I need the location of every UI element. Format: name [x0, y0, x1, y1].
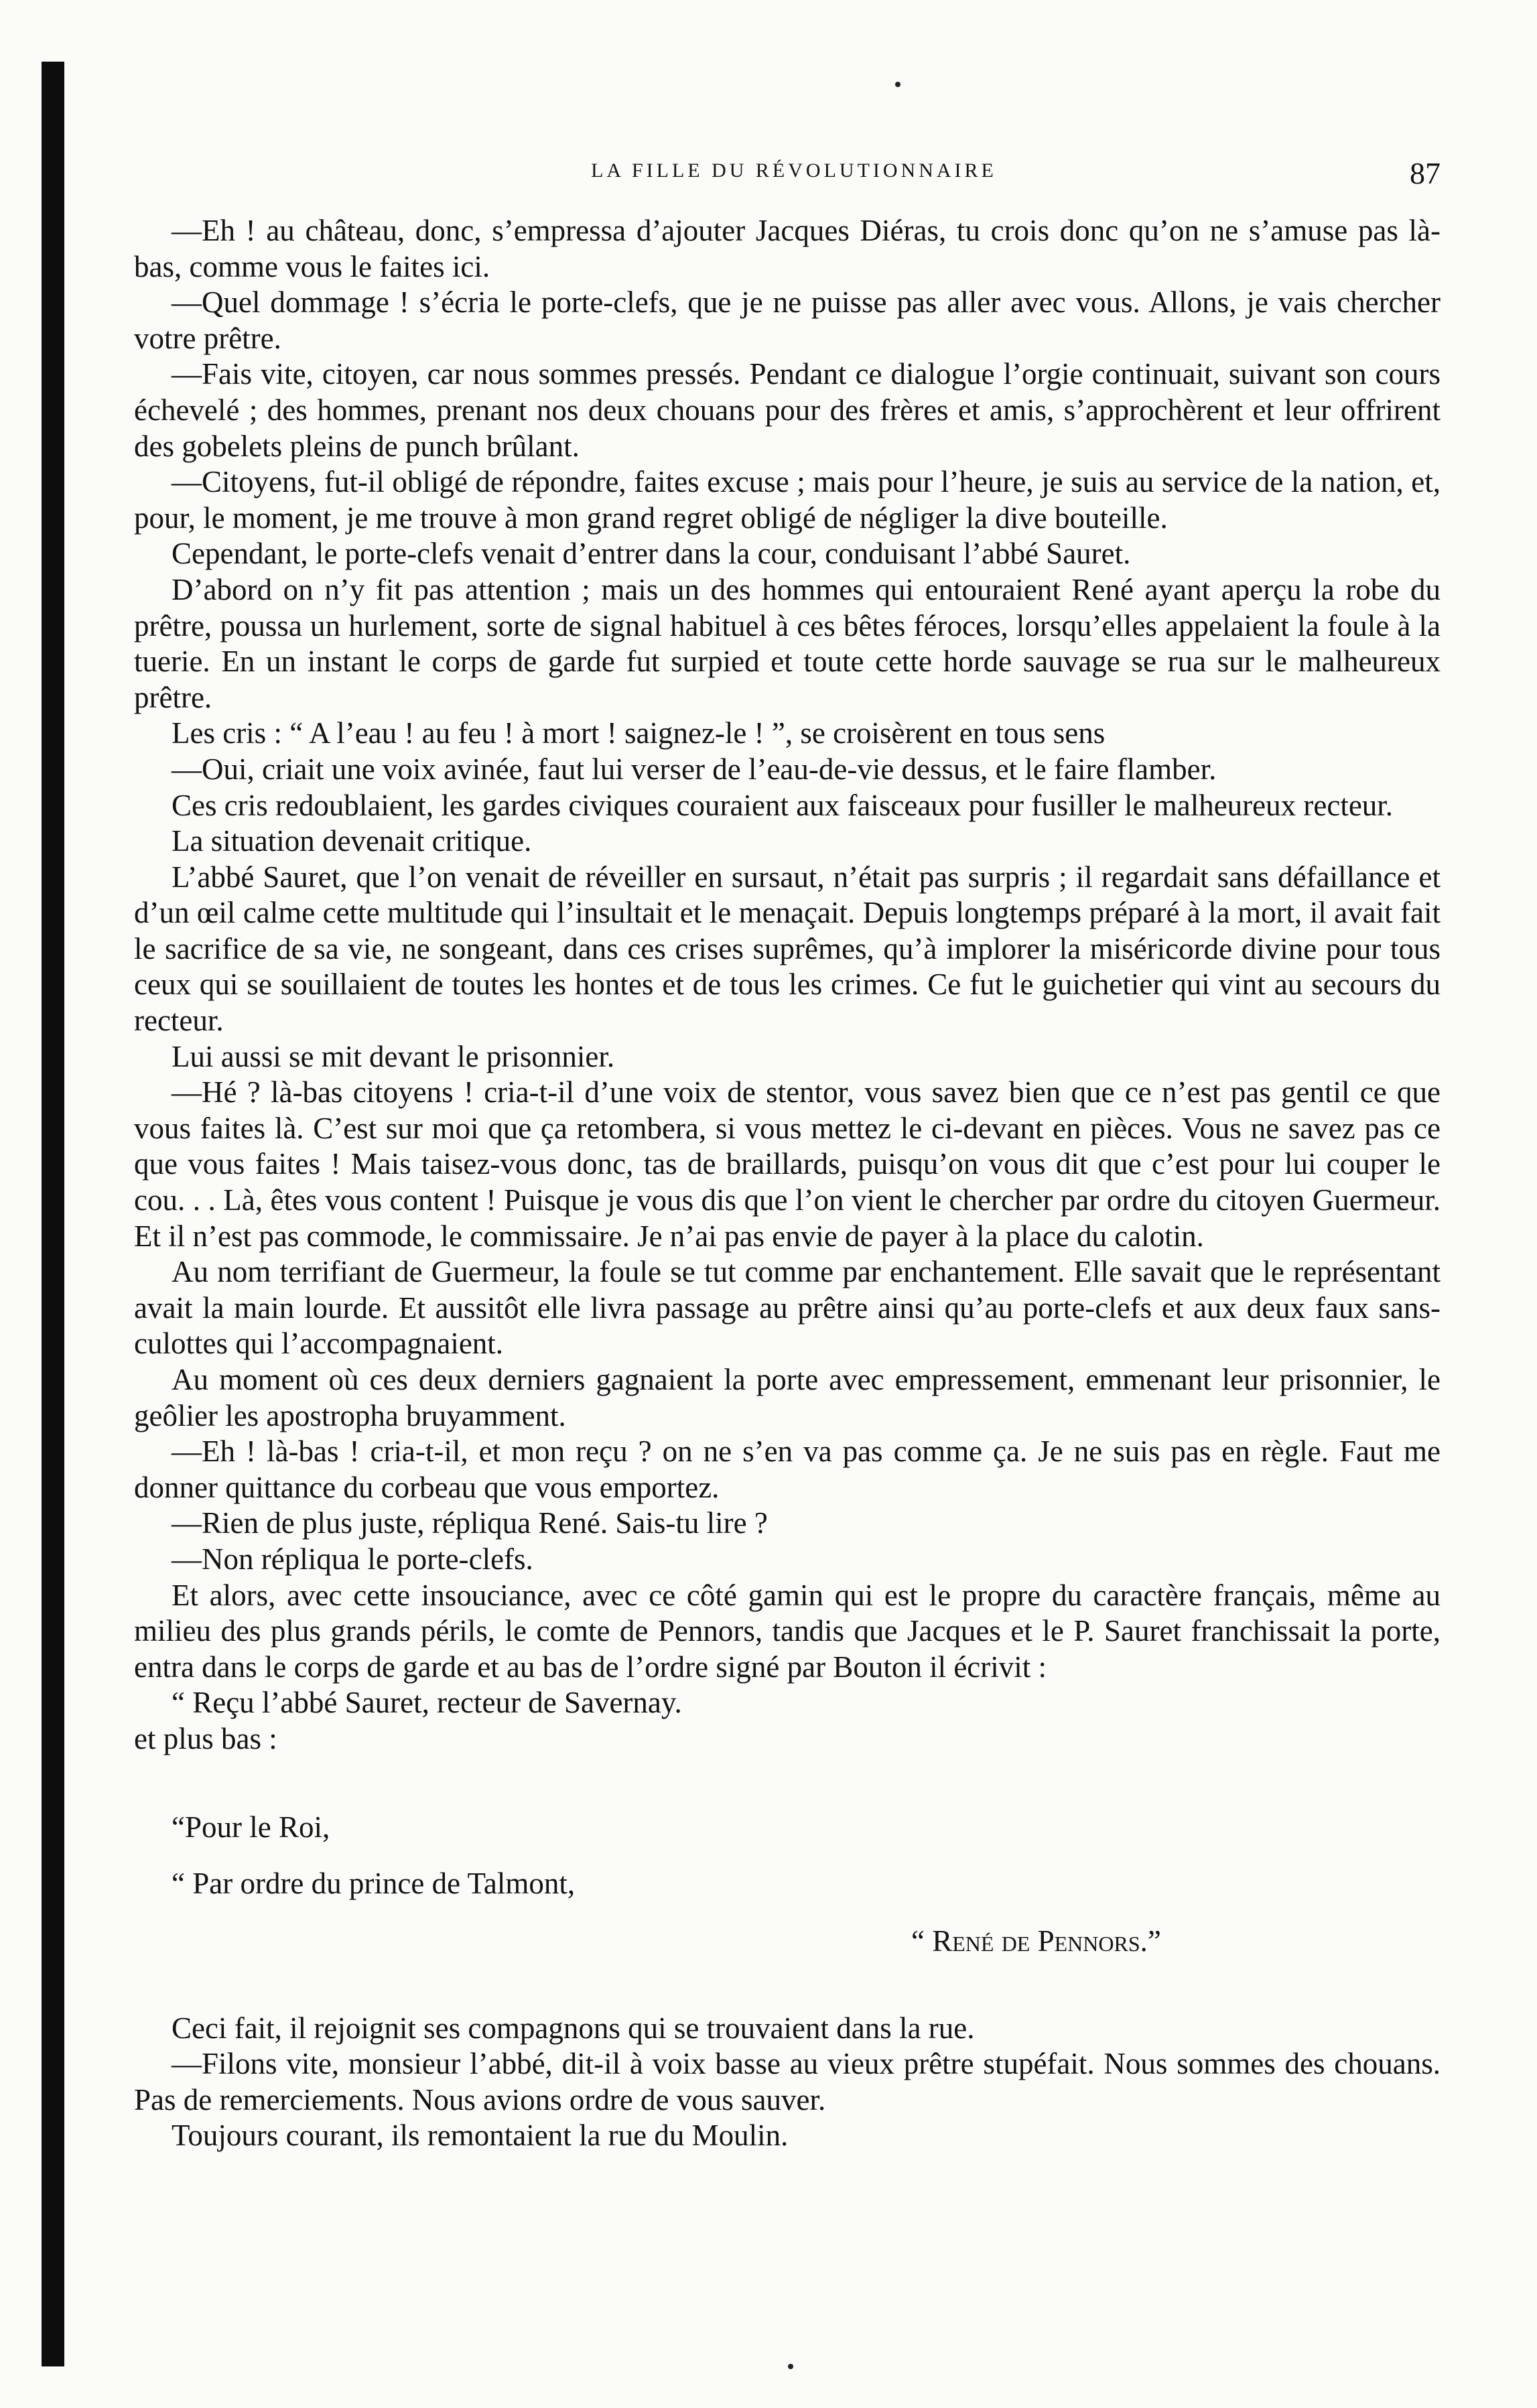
paragraph: —Non répliqua le porte-clefs. — [172, 1542, 533, 1576]
paragraph: Les cris : “ A l’eau ! au feu ! à mort ! saignez-le ! ”, se croisèrent en tous sens — [172, 716, 1106, 750]
body-text — [134, 213, 1441, 2154]
paragraph: —Rien de plus juste, répliqua René. Sais-tu lire ? — [172, 1506, 768, 1540]
paragraph: Cependant, le porte-clefs venait d’entrer dans la cour, conduisant l’abbé Sauret. — [172, 537, 1131, 571]
signoff-block — [134, 1810, 1441, 1984]
paragraph: —Eh ! au château, donc, s’empressa d’ajouter Jacques Diéras, tu crois donc qu’on ne s’amuse pas là-bas, comme vous le faites ici. — [134, 214, 1441, 283]
paragraph: —Filons vite, monsieur l’abbé, dit-il à voix basse au vieux prêtre stupéfait. Nous sommes des chouans. Pas de remerciements. Nous avions ordre de vous sauver. — [134, 2047, 1441, 2117]
paragraph: —Citoyens, fut-il obligé de répondre, faites excuse ; mais pour l’heure, je suis au service de la nation, et, pour, le moment, je me trouve à mon grand regret obligé de négliger la dive bouteille. — [134, 465, 1441, 535]
receipt-line: “ Reçu l’abbé Sauret, recteur de Savernay. — [172, 1686, 682, 1720]
paragraph: —Eh ! là-bas ! cria-t-il, et mon reçu ? on ne s’en va pas comme ça. Je ne suis pas en règle. Faut me donner quittance du corbeau que vous emportez. — [134, 1434, 1441, 1504]
paragraph: La situation devenait critique. — [172, 824, 532, 858]
page-number: 87 — [1410, 156, 1441, 190]
paragraph: Au nom terrifiant de Guermeur, la foule se tut comme par enchantement. Elle savait que le représentant avait la main lourde. Et aussitôt elle livra passage au prêtre ainsi qu’au porte-clefs et aux deux faux sans-culottes qui l’accompagnaient. — [134, 1255, 1441, 1361]
signoff-line: “Pour le Roi, — [172, 1810, 330, 1844]
paragraph: Et alors, avec cette insouciance, avec ce côté gamin qui est le propre du caractère français, même au milieu des plus grands périls, le comte de Pennors, tandis que Jacques et le P. Sauret franchissait la porte, entra dans le corps de garde et au bas de l’ordre signé par Bouton il écrivit : — [134, 1578, 1441, 1684]
signature-line: “ René de Pennors.” — [911, 1924, 1161, 1958]
paragraph: —Fais vite, citoyen, car nous sommes pressés. Pendant ce dialogue l’orgie continuait, suivant son cours échevelé ; des hommes, prenant nos deux chouans pour des frères et amis, s’approchèrent et leur offrirent des gobelets pleins de punch brûlant. — [134, 357, 1441, 463]
paragraph: D’abord on n’y fit pas attention ; mais un des hommes qui entouraient René ayant aperçu la robe du prêtre, poussa un hurlement, sorte de signal habituel à ces bêtes féroces, lorsqu’elles appelaient la foule à la tuerie. En un instant le corps de garde fut surpied et toute cette horde sauvage se rua sur le malheureux prêtre. — [134, 572, 1441, 714]
paragraph: Au moment où ces deux derniers gagnaient la porte avec empressement, emmenant leur prisonnier, le geôlier les apostropha bruyamment. — [134, 1363, 1441, 1432]
ink-speck — [788, 2364, 793, 2369]
page-header — [147, 155, 1441, 202]
paragraph: —Quel dommage ! s’écria le porte-clefs, que je ne puisse pas aller avec vous. Allons, je vais chercher votre prêtre. — [134, 285, 1441, 355]
signoff-line: “ Par ordre du prince de Talmont, — [172, 1866, 576, 1900]
paragraph: L’abbé Sauret, que l’on venait de réveiller en sursaut, n’était pas surpris ; il regardait sans défaillance et d’un œil calme cette multitude qui l’insultait et le menaçait. Depuis longtemps préparé à la mort, il avait fait le sacrifice de sa vie, ne songeant, dans ces crises suprêmes, qu’à implorer la miséricorde divine pour tous ceux qui se souillaient de toutes les hontes et de tous les crimes. Ce fut le guichetier qui vint au secours du recteur. — [134, 860, 1441, 1038]
binding-edge — [42, 62, 64, 2366]
paragraph: —Hé ? là-bas citoyens ! cria-t-il d’une voix de stentor, vous savez bien que ce n’est pas gentil ce que vous faites là. C’est sur moi que ça retombera, si vous mettez le ci-devant en pièces. Vous ne savez pas ce que vous faites ! Mais taisez-vous donc, tas de braillards, puisqu’on vous dit que c’est pour lui couper le cou. . . Là, êtes vous content ! Puisque je vous dis que l’on vient le chercher par ordre du citoyen Guermeur. Et il n’est pas commode, le commissaire. Je n’ai pas envie de payer à la place du calotin. — [134, 1075, 1441, 1253]
et-plus-bas: et plus bas : — [134, 1721, 277, 1755]
paragraph: Ceci fait, il rejoignit ses compagnons qui se trouvaient dans la rue. — [172, 2011, 975, 2045]
paragraph: Ces cris redoublaient, les gardes civiques couraient aux faisceaux pour fusiller le malheureux recteur. — [172, 788, 1394, 822]
paragraph: —Oui, criait une voix avinée, faut lui verser de l’eau-de-vie dessus, et le faire flamber. — [172, 752, 1217, 786]
ink-speck — [895, 82, 900, 87]
paragraph: Lui aussi se mit devant le prisonnier. — [172, 1039, 615, 1073]
paragraph: Toujours courant, ils remontaient la rue du Moulin. — [172, 2119, 789, 2153]
running-title: LA FILLE DU RÉVOLUTIONNAIRE — [591, 159, 997, 182]
